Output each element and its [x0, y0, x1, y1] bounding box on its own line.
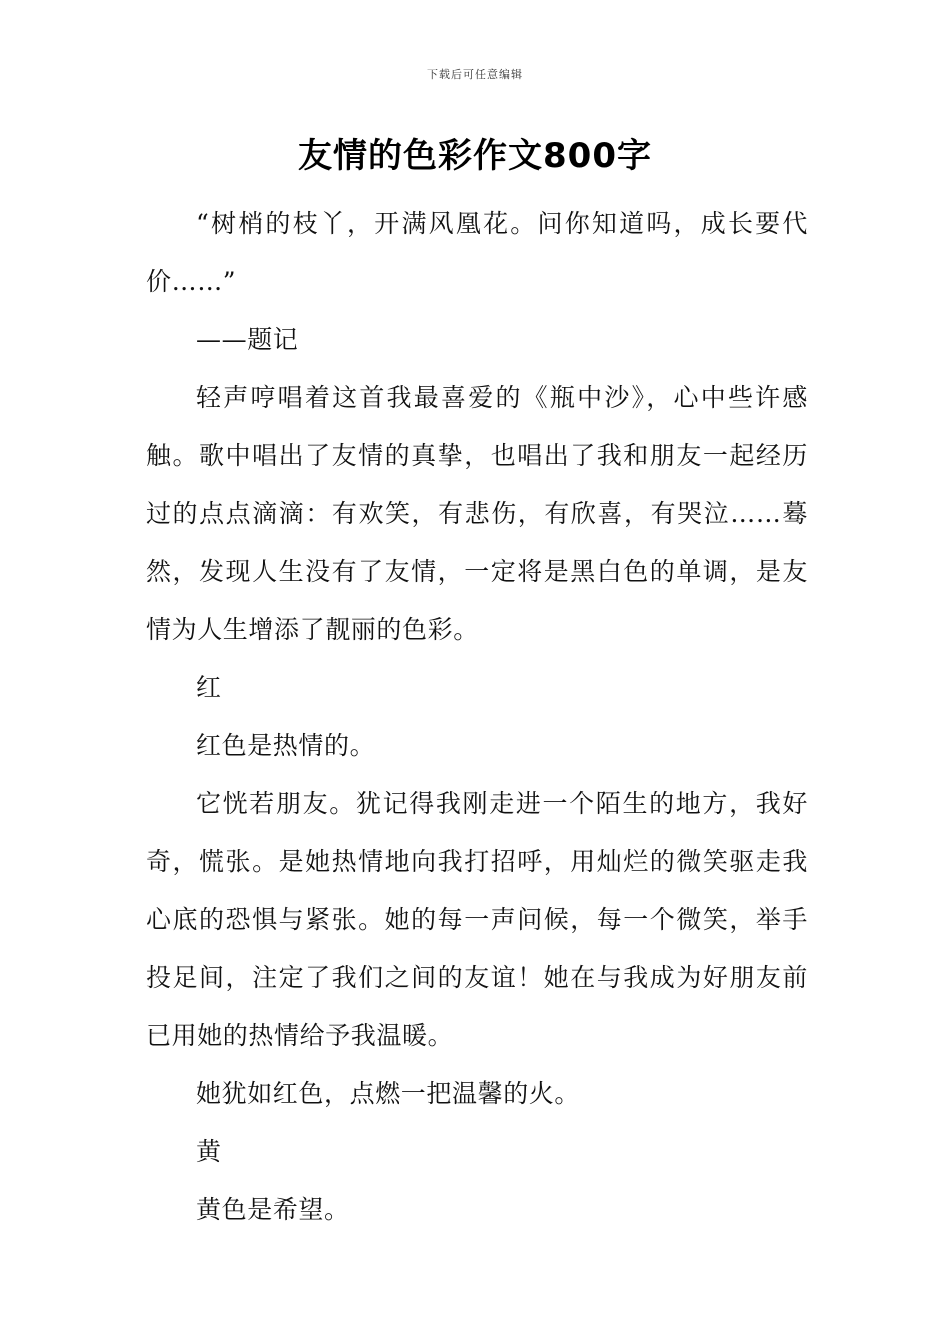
intro-paragraph: 轻声哼唱着这首我最喜爱的《瓶中沙》，心中些许感触。歌中唱出了友情的真挚，也唱出了我和朋友一起经历过的点点滴滴：有欢笑，有悲伤，有欣喜，有哭泣……蓦然，发现人生没有了友情，一定将是黑白色的单调，是友情为人生增添了靓丽的色彩。 — [146, 383, 808, 644]
section-heading-yellow: 黄 — [196, 1137, 222, 1166]
yellow-paragraph-1: 黄色是希望。 — [196, 1195, 350, 1224]
header-note: 下载后可任意编辑 — [427, 68, 523, 81]
page-title: 友情的色彩作文800字 — [298, 136, 652, 176]
epigraph-attribution: ——题记 — [196, 325, 299, 354]
red-paragraph-2: 它恍若朋友。犹记得我刚走进一个陌生的地方，我好奇，慌张。是她热情地向我打招呼，用灿烂的微笑驱走我心底的恐惧与紧张。她的每一声问候，每一个微笑，举手投足间，注定了我们之间的友谊！她在与我成为好朋友前已用她的热情给予我温暖。 — [146, 789, 808, 1050]
article-body — [146, 195, 808, 1239]
section-heading-red: 红 — [196, 673, 222, 702]
epigraph-paragraph: “树梢的枝丫，开满风凰花。问你知道吗，成长要代价……” — [146, 209, 808, 296]
red-paragraph-3: 她犹如红色，点燃一把温馨的火。 — [196, 1079, 581, 1108]
red-paragraph-1: 红色是热情的。 — [196, 731, 376, 760]
